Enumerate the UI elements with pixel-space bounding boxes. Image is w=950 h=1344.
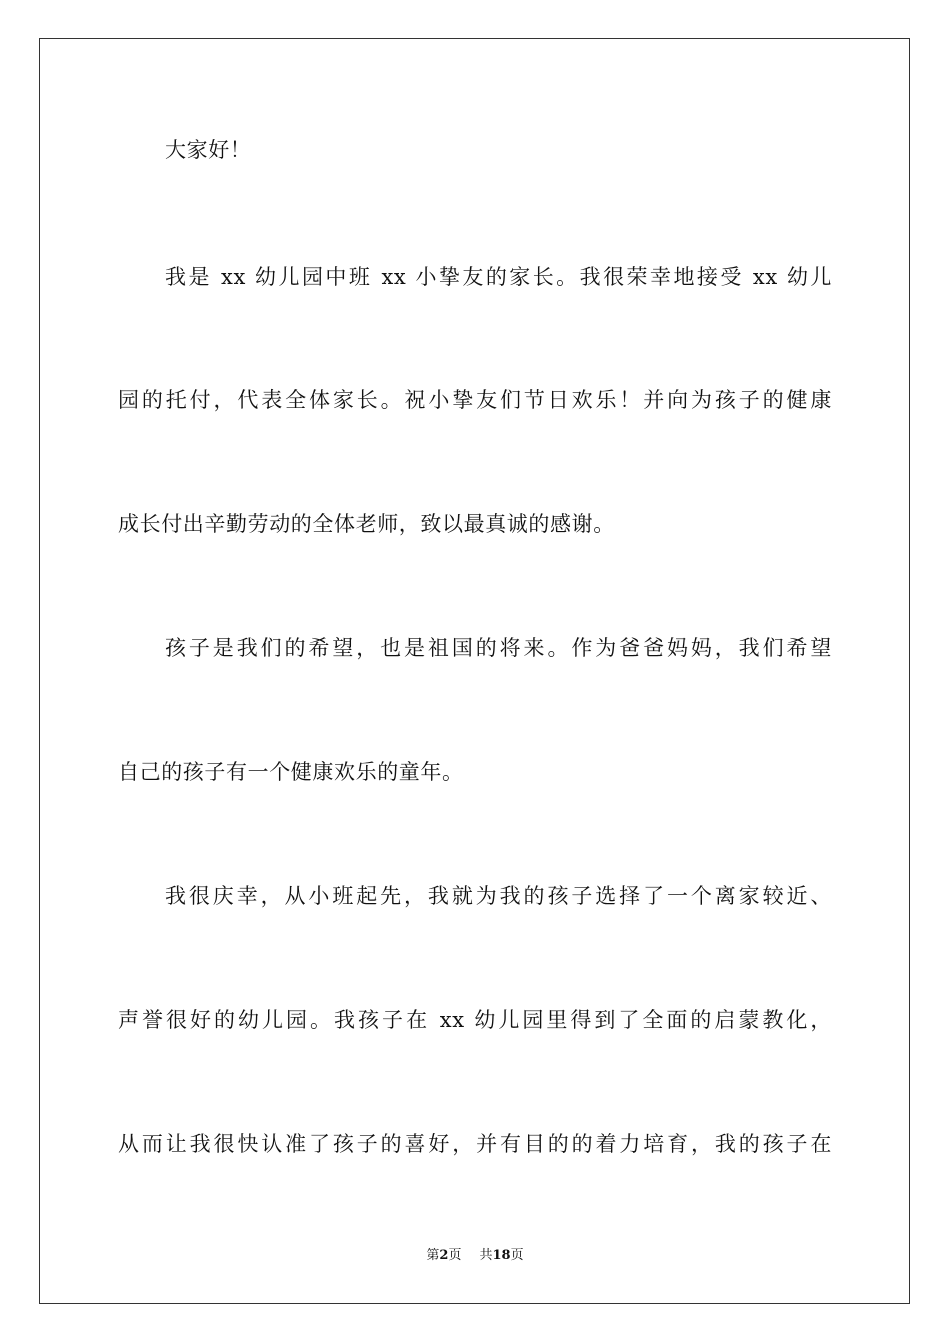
total-suffix: 页 [510, 1248, 524, 1263]
total-prefix: 共 [479, 1248, 493, 1263]
paragraph-3-line-2: 声誉很好的幼儿园。我孩子在 xx 幼儿园里得到了全面的启蒙教化， [118, 1008, 832, 1032]
paragraph-3-line-1: 我很庆幸，从小班起先，我就为我的孩子选择了一个离家较近、 [165, 884, 832, 908]
total-pages: 18 [492, 1248, 511, 1263]
paragraph-3-line-3: 从而让我很快认准了孩子的喜好，并有目的的着力培育，我的孩子在 [118, 1132, 832, 1156]
paragraph-2-line-1: 孩子是我们的希望，也是祖国的将来。作为爸爸妈妈，我们希望 [165, 636, 832, 660]
page-border [39, 38, 910, 1304]
page-footer [0, 1247, 950, 1265]
paragraph-1-line-2: 园的托付，代表全体家长。祝小挚友们节日欢乐！并向为孩子的健康 [118, 388, 832, 412]
page-number: 2 [439, 1248, 449, 1263]
paragraph-1-line-1: 我是 xx 幼儿园中班 xx 小挚友的家长。我很荣幸地接受 xx 幼儿 [165, 265, 832, 289]
paragraph-2-line-2: 自己的孩子有一个健康欢乐的童年。 [118, 760, 464, 784]
greeting-line: 大家好！ [165, 138, 252, 162]
page-prefix: 第 [426, 1248, 440, 1263]
page-suffix: 页 [448, 1248, 462, 1263]
paragraph-1-line-3: 成长付出辛勤劳动的全体老师，致以最真诚的感谢。 [118, 512, 615, 536]
